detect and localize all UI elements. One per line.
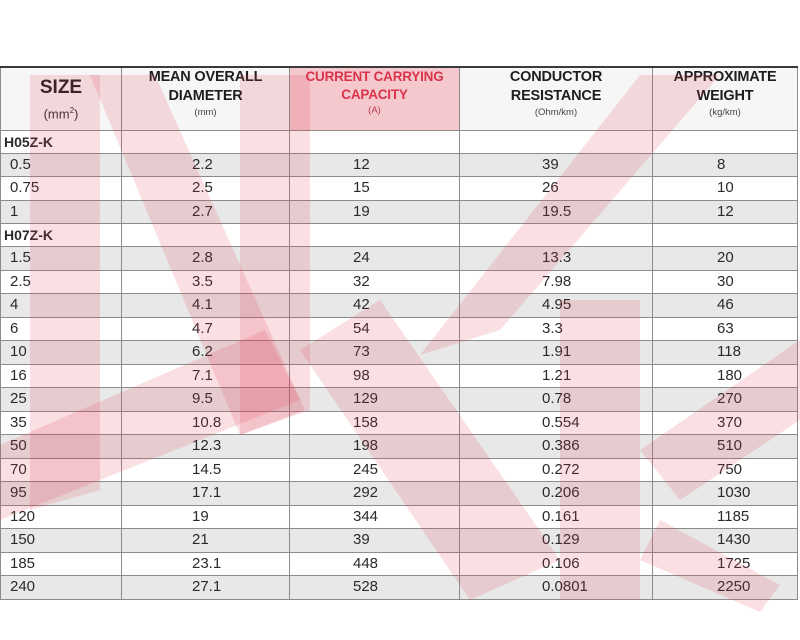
- group-empty-cell: [460, 130, 653, 153]
- cable-spec-table: [0, 66, 798, 600]
- cell-weight: 1725: [653, 552, 798, 576]
- cell-size: 120: [1, 505, 122, 529]
- cell-capacity: 32: [290, 270, 460, 294]
- cell-capacity: 448: [290, 552, 460, 576]
- header-diameter-line1: MEAN OVERALL: [148, 69, 263, 85]
- cell-weight: 370: [653, 411, 798, 435]
- cell-size: 25: [1, 388, 122, 412]
- cell-resistance: 0.554: [460, 411, 653, 435]
- cell-size: 50: [1, 435, 122, 459]
- cell-weight: 8: [653, 153, 798, 177]
- cell-capacity: 129: [290, 388, 460, 412]
- cell-capacity: 292: [290, 482, 460, 506]
- cell-size: 1: [1, 200, 122, 224]
- cell-size: 240: [1, 576, 122, 600]
- table-row: [1, 482, 798, 506]
- header-diameter: [122, 67, 290, 130]
- cell-capacity: 54: [290, 317, 460, 341]
- cell-capacity: 12: [290, 153, 460, 177]
- group-row: [1, 130, 798, 153]
- cell-resistance: 0.129: [460, 529, 653, 553]
- cell-resistance: 0.78: [460, 388, 653, 412]
- header-capacity: [290, 67, 460, 130]
- cell-size: 70: [1, 458, 122, 482]
- cell-diameter: 2.2: [122, 153, 290, 177]
- cell-diameter: 4.1: [122, 294, 290, 318]
- cell-size: 150: [1, 529, 122, 553]
- cell-resistance: 0.386: [460, 435, 653, 459]
- table-row: [1, 505, 798, 529]
- cell-resistance: 13.3: [460, 247, 653, 271]
- table-row: [1, 270, 798, 294]
- table-row: [1, 177, 798, 201]
- header-size: [1, 67, 122, 130]
- spec-table-container: [0, 66, 800, 600]
- cell-capacity: 245: [290, 458, 460, 482]
- cell-capacity: 73: [290, 341, 460, 365]
- cell-capacity: 158: [290, 411, 460, 435]
- group-empty-cell: [122, 224, 290, 247]
- table-row: [1, 529, 798, 553]
- cell-size: 16: [1, 364, 122, 388]
- header-capacity-line2: CAPACITY: [341, 87, 408, 102]
- cell-weight: 1430: [653, 529, 798, 553]
- cell-weight: 270: [653, 388, 798, 412]
- cell-capacity: 528: [290, 576, 460, 600]
- group-empty-cell: [653, 224, 798, 247]
- cell-diameter: 4.7: [122, 317, 290, 341]
- cell-resistance: 0.161: [460, 505, 653, 529]
- table-body: [1, 130, 798, 599]
- cell-size: 6: [1, 317, 122, 341]
- cell-weight: 10: [653, 177, 798, 201]
- cell-diameter: 7.1: [122, 364, 290, 388]
- cell-diameter: 2.8: [122, 247, 290, 271]
- cell-capacity: 15: [290, 177, 460, 201]
- cell-diameter: 6.2: [122, 341, 290, 365]
- header-capacity-line1: CURRENT CARRYING: [305, 69, 444, 84]
- table-row: [1, 153, 798, 177]
- cell-diameter: 17.1: [122, 482, 290, 506]
- cell-resistance: 19.5: [460, 200, 653, 224]
- cell-diameter: 21: [122, 529, 290, 553]
- cell-size: 4: [1, 294, 122, 318]
- cell-diameter: 23.1: [122, 552, 290, 576]
- cell-size: 1.5: [1, 247, 122, 271]
- cell-capacity: 24: [290, 247, 460, 271]
- cell-weight: 46: [653, 294, 798, 318]
- table-row: [1, 411, 798, 435]
- group-name: H05Z-K: [1, 130, 122, 153]
- group-empty-cell: [290, 130, 460, 153]
- table-row: [1, 341, 798, 365]
- header-resistance: [460, 67, 653, 130]
- cell-size: 10: [1, 341, 122, 365]
- table-row: [1, 435, 798, 459]
- table-row: [1, 200, 798, 224]
- header-resistance-unit: (Ohm/km): [534, 107, 578, 118]
- table-row: [1, 247, 798, 271]
- header-diameter-unit: (mm): [194, 107, 217, 118]
- cell-size: 95: [1, 482, 122, 506]
- cell-resistance: 1.91: [460, 341, 653, 365]
- cell-resistance: 4.95: [460, 294, 653, 318]
- cell-weight: 63: [653, 317, 798, 341]
- cell-weight: 750: [653, 458, 798, 482]
- table-row: [1, 576, 798, 600]
- table-row: [1, 458, 798, 482]
- cell-weight: 510: [653, 435, 798, 459]
- header-resistance-line1: CONDUCTOR: [509, 69, 603, 85]
- cell-size: 0.75: [1, 177, 122, 201]
- cell-diameter: 9.5: [122, 388, 290, 412]
- cell-weight: 1185: [653, 505, 798, 529]
- cell-weight: 20: [653, 247, 798, 271]
- group-row: [1, 224, 798, 247]
- cell-diameter: 10.8: [122, 411, 290, 435]
- group-empty-cell: [460, 224, 653, 247]
- cell-resistance: 1.21: [460, 364, 653, 388]
- header-capacity-unit: (A): [368, 105, 381, 116]
- cell-capacity: 39: [290, 529, 460, 553]
- cell-resistance: 3.3: [460, 317, 653, 341]
- cell-diameter: 14.5: [122, 458, 290, 482]
- header-size-unit: $(mm^2)$: [43, 106, 79, 122]
- cell-capacity: 198: [290, 435, 460, 459]
- cell-diameter: 2.7: [122, 200, 290, 224]
- cell-resistance: 0.106: [460, 552, 653, 576]
- table-row: [1, 294, 798, 318]
- cell-weight: 1030: [653, 482, 798, 506]
- cell-weight: 12: [653, 200, 798, 224]
- cell-resistance: 39: [460, 153, 653, 177]
- cell-diameter: 27.1: [122, 576, 290, 600]
- table-row: [1, 364, 798, 388]
- cell-capacity: 19: [290, 200, 460, 224]
- table-row: [1, 552, 798, 576]
- cell-weight: 118: [653, 341, 798, 365]
- cell-resistance: 0.272: [460, 458, 653, 482]
- cell-resistance: 26: [460, 177, 653, 201]
- cell-size: 0.5: [1, 153, 122, 177]
- header-weight-line1: APPROXIMATE: [673, 69, 777, 85]
- table-row: [1, 317, 798, 341]
- cell-resistance: 0.0801: [460, 576, 653, 600]
- header-resistance-line2: RESISTANCE: [510, 88, 602, 104]
- table-header: [1, 67, 798, 130]
- cell-size: 185: [1, 552, 122, 576]
- group-empty-cell: [653, 130, 798, 153]
- cell-diameter: 3.5: [122, 270, 290, 294]
- cell-weight: 180: [653, 364, 798, 388]
- cell-size: 35: [1, 411, 122, 435]
- group-empty-cell: [290, 224, 460, 247]
- header-weight-line2: WEIGHT: [696, 88, 754, 104]
- header-weight: [653, 67, 798, 130]
- cell-weight: 2250: [653, 576, 798, 600]
- cell-capacity: 98: [290, 364, 460, 388]
- cell-diameter: 19: [122, 505, 290, 529]
- cell-capacity: 42: [290, 294, 460, 318]
- header-diameter-line2: DIAMETER: [168, 88, 243, 104]
- cell-diameter: 12.3: [122, 435, 290, 459]
- header-weight-unit: (kg/km): [709, 107, 741, 118]
- group-empty-cell: [122, 130, 290, 153]
- cell-capacity: 344: [290, 505, 460, 529]
- header-row: [1, 67, 798, 130]
- cell-diameter: 2.5: [122, 177, 290, 201]
- table-row: [1, 388, 798, 412]
- header-size-title: SIZE: [39, 77, 83, 98]
- cell-resistance: 7.98: [460, 270, 653, 294]
- group-name: H07Z-K: [1, 224, 122, 247]
- cell-size: 2.5: [1, 270, 122, 294]
- cell-resistance: 0.206: [460, 482, 653, 506]
- cell-weight: 30: [653, 270, 798, 294]
